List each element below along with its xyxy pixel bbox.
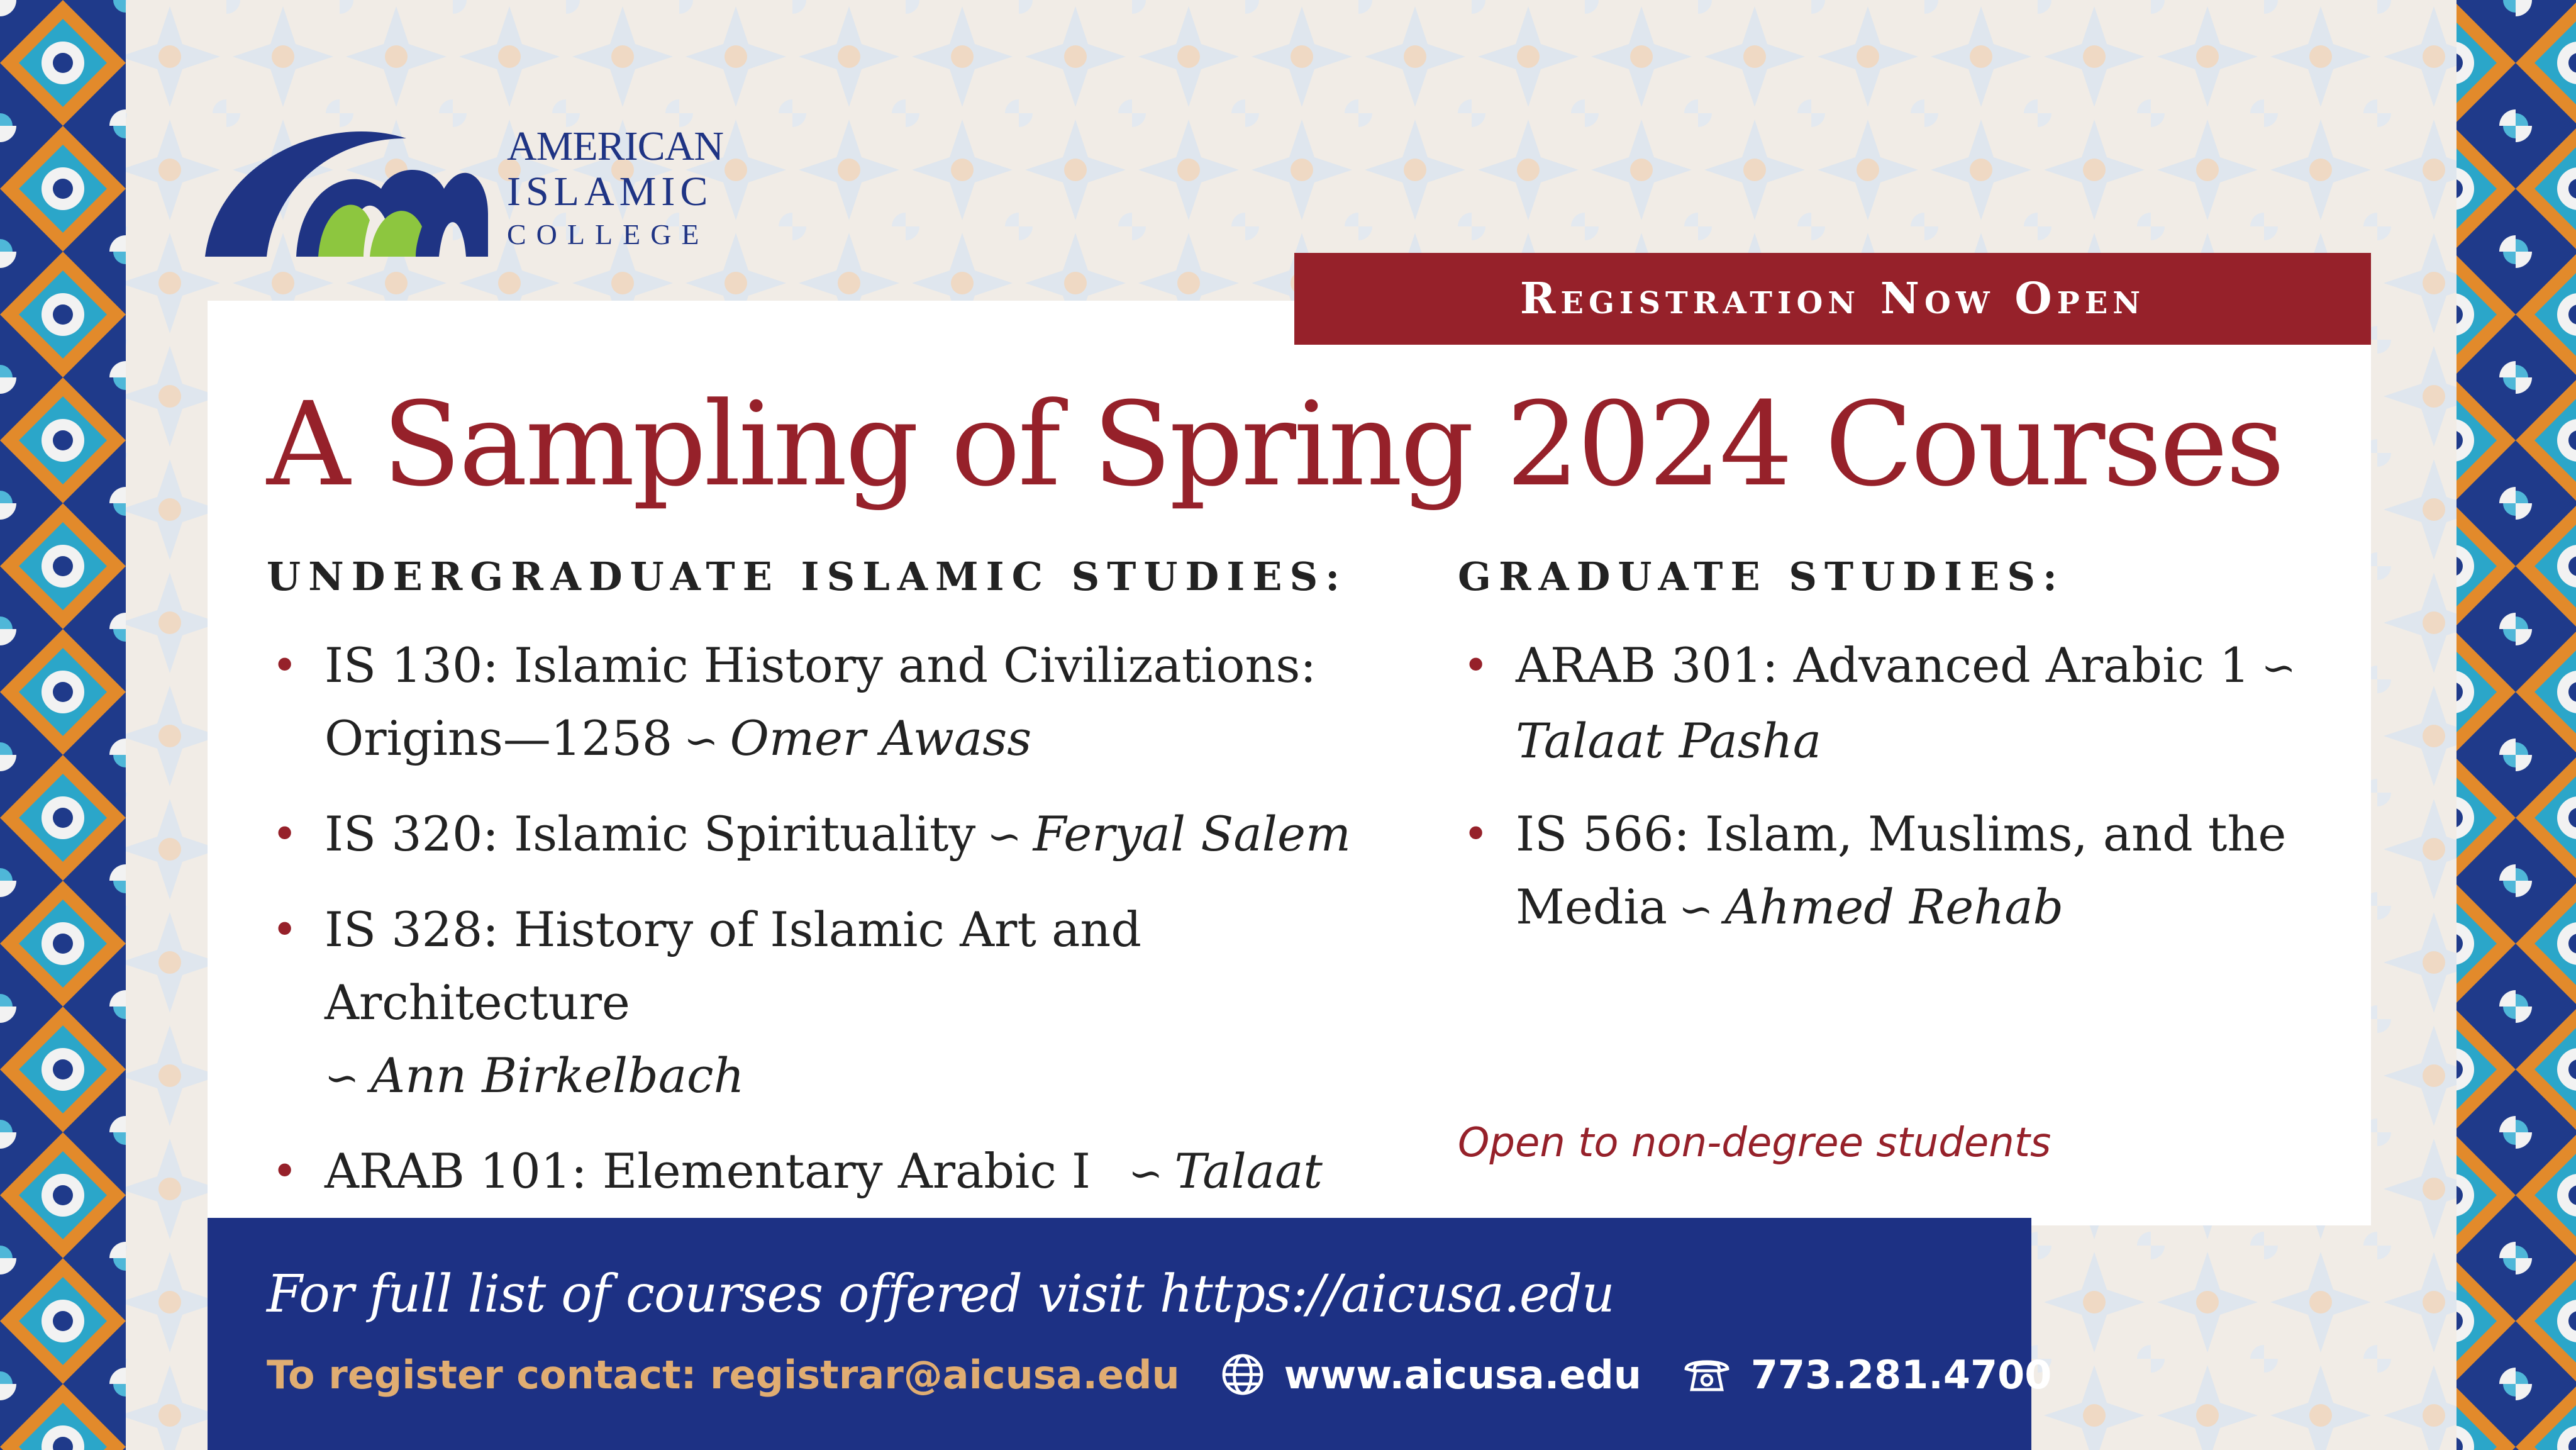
course-instructor: Ann Birkelbach	[370, 1047, 745, 1103]
course-item	[1458, 798, 2326, 946]
bullet-icon: •	[272, 1146, 298, 1197]
bullet-icon: •	[1463, 808, 1489, 860]
graduate-heading: GRADUATE STUDIES:	[1458, 554, 2065, 600]
course-title: IS 130: Islamic History and Civilizations: Origins—1258	[325, 637, 1316, 766]
undergrad-course-list	[267, 629, 1462, 1303]
course-instructor: Feryal Salem	[1033, 806, 1351, 862]
website-link[interactable]: www.aicusa.edu	[1284, 1351, 1641, 1398]
course-title: ARAB 301: Advanced Arabic 1	[1516, 637, 2250, 693]
course-title: IS 566: Islam, Muslims, and the Media	[1516, 806, 2287, 935]
course-item	[267, 893, 1462, 1115]
logo-arches-icon	[205, 120, 494, 258]
bullet-icon: •	[272, 640, 298, 691]
registration-banner: Registration Now Open	[1294, 253, 2371, 345]
course-instructor: Talaat	[1174, 1143, 1323, 1199]
course-title: IS 320: Islamic Spirituality	[325, 806, 976, 862]
bullet-icon: •	[272, 808, 298, 860]
swash-icon: ∽	[2261, 644, 2296, 692]
course-item	[267, 798, 1462, 873]
course-item	[267, 629, 1462, 778]
graduate-course-list	[1458, 629, 2326, 966]
full-course-list-link[interactable]: For full list of courses offered visit https://aicusa.edu	[267, 1264, 1614, 1324]
page-title: A Sampling of Spring 2024 Courses	[267, 377, 2283, 512]
course-instructor: Ahmed Rehab	[1724, 879, 2064, 935]
phone-icon	[1682, 1352, 1732, 1397]
logo-line-islamic: ISLAMIC	[507, 169, 713, 215]
course-instructor: Omer Awass	[730, 710, 1032, 766]
logo-wordmark	[507, 123, 724, 250]
globe-icon	[1220, 1352, 1265, 1397]
bullet-icon: •	[1463, 640, 1489, 691]
undergrad-heading: UNDERGRADUATE ISLAMIC STUDIES:	[267, 554, 1348, 600]
swash-icon: ∽	[987, 812, 1022, 861]
course-title: IS 328: History of Islamic Art and Architecture	[325, 901, 1141, 1030]
college-logo[interactable]	[205, 120, 746, 264]
swash-icon: ∽	[684, 717, 719, 765]
logo-line-american: AMERICAN	[507, 123, 724, 169]
contact-row	[267, 1346, 2051, 1403]
register-contact-link[interactable]: To register contact: registrar@aicusa.edu	[267, 1351, 1180, 1398]
swash-icon: ∽	[1128, 1149, 1163, 1198]
bullet-icon: •	[272, 904, 298, 956]
footer-bar	[208, 1218, 2031, 1450]
swash-icon: ∽	[1679, 885, 1714, 934]
logo-line-college: COLLEGE	[507, 218, 709, 250]
non-degree-note: Open to non-degree students	[1458, 1120, 2051, 1166]
course-item	[1458, 629, 2326, 778]
course-title: ARAB 101: Elementary Arabic I	[325, 1143, 1091, 1199]
swash-icon: ∽	[325, 1054, 360, 1102]
phone-number[interactable]: 773.281.4700	[1750, 1351, 2052, 1398]
course-instructor: Talaat Pasha	[1516, 713, 1822, 769]
